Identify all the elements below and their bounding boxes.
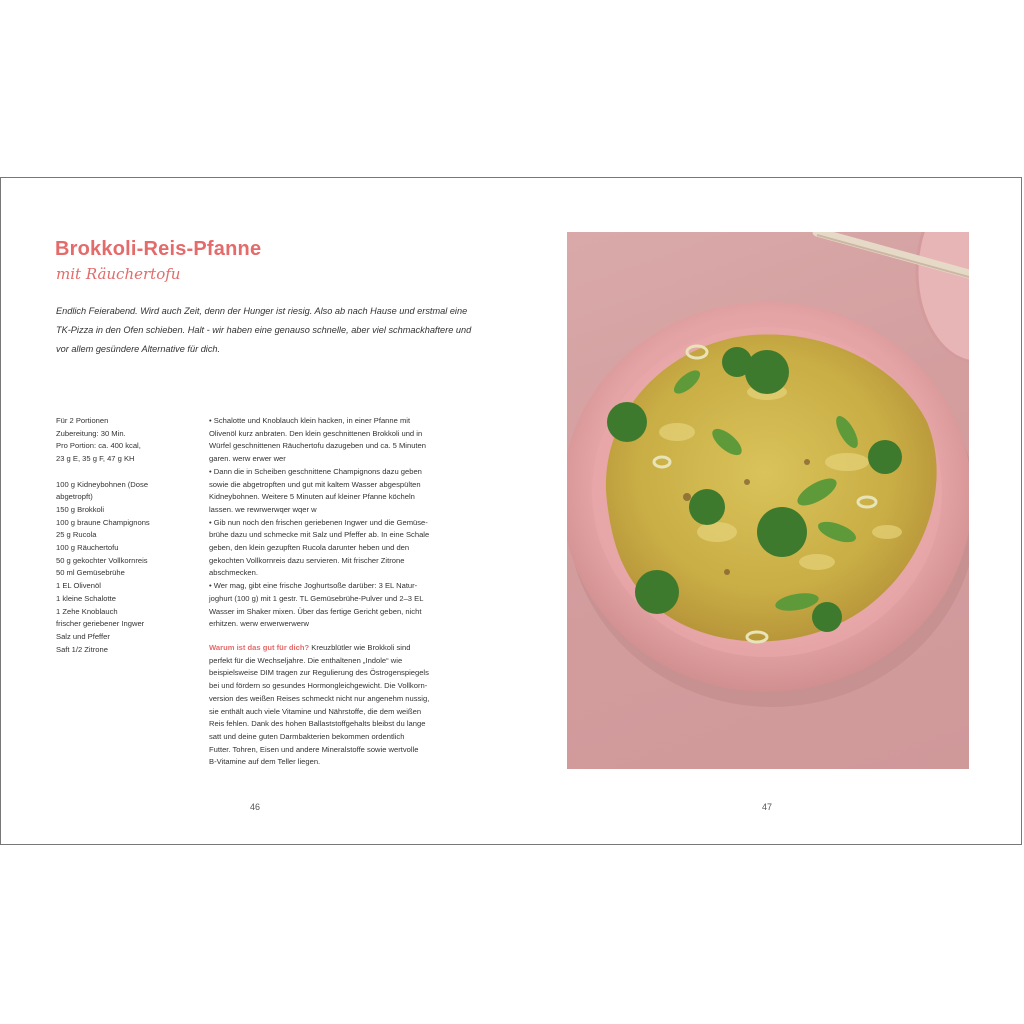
info-line: Für 2 Portionen xyxy=(56,416,109,425)
why-line: beispielsweise DIM tragen zur Regulierung des Östrogenspiegels xyxy=(209,668,429,678)
step-line: • Wer mag, gibt eine frische Joghurtsoße darüber: 3 EL Natur- xyxy=(209,581,418,591)
why-line: bei und fördern so gesundes Hormongleichgewicht. Die Vollkorn- xyxy=(209,681,428,691)
step-line: brühe dazu und schmecke mit Salz und Pfeffer ab. In eine Schale xyxy=(209,530,430,540)
ingredient-item: frischer geriebener Ingwer xyxy=(56,619,145,629)
info-line: 23 g E, 35 g F, 47 g KH xyxy=(56,454,135,464)
ingredient-item: 100 g braune Champignons xyxy=(56,517,150,527)
step-line: gekochten Vollkornreis dazu servieren. Mit frischer Zitrone xyxy=(209,555,405,565)
why-line: version des weißen Reises schmeckt nicht nur angenehm nussig, xyxy=(209,693,430,703)
page-number-left: 46 xyxy=(250,802,261,812)
ingredient-item: Saft 1/2 Zitrone xyxy=(56,644,108,654)
step-line: sowie die abgetropften und gut mit kaltem Wasser abgespülten xyxy=(209,479,421,489)
step-line: Würfel geschnittenen Räuchertofu dazugeben und ca. 5 Minuten xyxy=(209,441,426,451)
ingredient-item: 1 kleine Schalotte xyxy=(56,593,116,603)
info-line: Zubereitung: 30 Min. xyxy=(56,428,126,438)
ingredient-item: 50 g gekochter Vollkornreis xyxy=(56,555,148,565)
recipe-title: Brokkoli-Reis-Pfanne xyxy=(55,238,262,260)
step-line: garen. werw erwer wer xyxy=(209,454,286,464)
why-line: satt und deine guten Darmbakterien bekommen ordentlich xyxy=(209,731,405,741)
why-good-section xyxy=(209,642,459,769)
why-label: Warum ist das gut für dich? xyxy=(209,643,310,652)
ingredient-item: 25 g Rucola xyxy=(56,530,97,540)
food-photo xyxy=(567,232,969,769)
ingredient-item: Salz und Pfeffer xyxy=(56,631,110,641)
step-line: geben, den klein gezupften Rucola darunter heben und den xyxy=(209,543,410,553)
step-line: Kidneybohnen. Weitere 5 Minuten auf kleiner Pfanne köcheln xyxy=(209,492,415,502)
step-line: Olivenöl kurz anbraten. Den klein geschnittenen Brokkoli und in xyxy=(209,428,423,438)
ingredient-item: 1 EL Olivenöl xyxy=(56,581,101,591)
food-photo-icon xyxy=(567,232,969,769)
recipe-subtitle: mit Räuchertofu xyxy=(56,265,181,283)
why-first-line xyxy=(209,642,459,655)
ingredient-item: 150 g Brokkoli xyxy=(56,504,105,514)
recipe-intro xyxy=(56,302,472,359)
why-line: B-Vitamine auf dem Teller liegen. xyxy=(209,757,321,767)
intro-line: TK-Pizza in den Ofen schieben. Halt - wir haben eine genauso schnelle, aber viel schmackhaftere und xyxy=(56,325,472,335)
step-line: lassen. we rewrwerwqer wqer w xyxy=(209,504,317,514)
ingredient-item: 100 g Kidneybohnen (Dose xyxy=(56,479,149,489)
step-line: • Dann die in Scheiben geschnittene Champignons dazu geben xyxy=(209,466,422,476)
intro-line: vor allem gesündere Alternative für dich. xyxy=(56,344,221,354)
ingredient-item: 50 ml Gemüsebrühe xyxy=(56,568,125,578)
step-line: Wasser im Shaker mixen. Über das fertige Gericht geben, nicht xyxy=(209,606,422,616)
ingredient-item: 1 Zehe Knoblauch xyxy=(56,606,118,616)
why-first-text: Kreuzblütler wie Brokkoli sind xyxy=(309,643,411,652)
step-line: • Gib nun noch den frischen geriebenen Ingwer und die Gemüse- xyxy=(209,517,428,527)
step-line: joghurt (100 g) mit 1 gestr. TL Gemüsebrühe-Pulver und 2–3 EL xyxy=(209,593,424,603)
why-line: Reis fehlen. Dank des hohen Ballaststoffgehalts bleibst du lange xyxy=(209,719,426,729)
page-number-right: 47 xyxy=(762,802,773,812)
step-line: erhitzen. werw erwerwerwerw xyxy=(209,619,310,629)
step-line: • Schalotte und Knoblauch klein hacken, in einer Pfanne mit xyxy=(209,416,411,425)
ingredient-item: 100 g Räuchertofu xyxy=(56,543,119,553)
why-line: sie enthält auch viele Vitamine und Nährstoffe, die dem weißen xyxy=(209,706,422,716)
why-line: Futter. Tohren, Eisen und andere Mineralstoffe sowie wertvolle xyxy=(209,744,419,754)
ingredients-column xyxy=(56,415,196,656)
info-line: Pro Portion: ca. 400 kcal, xyxy=(56,441,141,451)
intro-line: Endlich Feierabend. Wird auch Zeit, denn der Hunger ist riesig. Also ab nach Hause und erstmal eine xyxy=(56,306,468,316)
ingredient-item: abgetropft) xyxy=(56,492,93,502)
preparation-steps xyxy=(209,415,459,631)
step-line: abschmecken. xyxy=(209,568,258,578)
why-line: perfekt für die Wechseljahre. Die enthaltenen „Indole“ wie xyxy=(209,655,403,665)
